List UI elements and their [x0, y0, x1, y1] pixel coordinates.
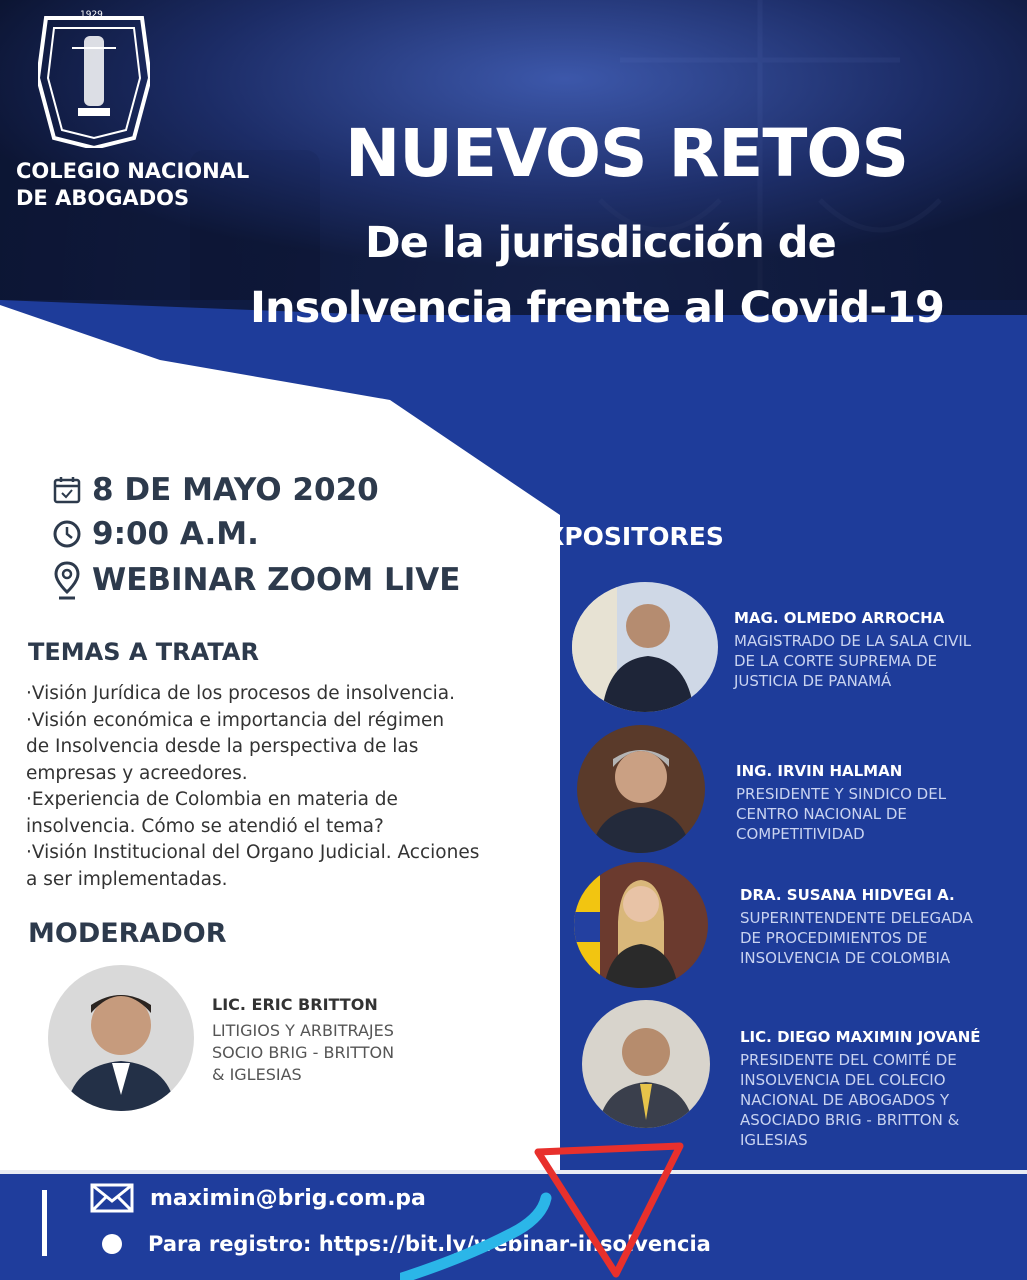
speaker-name: ING. IRVIN HALMAN	[736, 762, 903, 780]
speaker-info	[740, 1028, 981, 1150]
org-name-line2: DE ABOGADOS	[16, 186, 190, 210]
speaker-photo	[577, 725, 705, 853]
speaker-role-line: DE LA CORTE SUPREMA DE	[734, 652, 937, 670]
envelope-icon	[90, 1183, 134, 1213]
topic-line: de Insolvencia desde la perspectiva de las	[26, 736, 419, 757]
event-date-text: 8 DE MAYO 2020	[92, 472, 379, 508]
topics-heading: TEMAS A TRATAR	[28, 638, 259, 666]
topic-line: a ser implementadas.	[26, 868, 228, 890]
moderator-info	[212, 995, 394, 1086]
topic-line: empresas y acreedores.	[26, 762, 248, 784]
logo-seal	[38, 8, 150, 148]
calendar-icon	[52, 475, 82, 505]
speaker-info	[740, 886, 973, 968]
speaker-role-line: DE PROCEDIMIENTOS DE	[740, 929, 928, 947]
moderator-photo	[48, 965, 194, 1111]
speaker-role-line: INSOLVENCIA DEL COLECIO	[740, 1071, 946, 1089]
org-name-line1: COLEGIO NACIONAL	[16, 159, 250, 183]
topics-list	[26, 681, 526, 893]
event-location	[52, 560, 460, 600]
person-avatar-icon	[572, 582, 718, 712]
moderator-role-line: LITIGIOS Y ARBITRAJES	[212, 1021, 394, 1040]
moderator-heading: MODERADOR	[28, 918, 227, 949]
email-link[interactable]: maximin@brig.com.pa	[150, 1185, 426, 1211]
clock-icon	[52, 519, 82, 549]
subtitle-line1: De la jurisdicción de	[365, 218, 836, 268]
event-location-text: WEBINAR ZOOM LIVE	[92, 562, 461, 598]
speaker-role-line: IGLESIAS	[740, 1131, 808, 1149]
seal-year: 1929	[80, 10, 103, 20]
speaker-name: MAG. OLMEDO ARROCHA	[734, 609, 945, 627]
speaker-photo	[574, 862, 708, 988]
bullet-dot-icon	[102, 1234, 122, 1254]
speaker-role-line: SUPERINTENDENTE DELEGADA	[740, 909, 973, 927]
event-time	[52, 516, 259, 552]
topic-line: ·Visión Jurídica de los procesos de insolvencia.	[26, 683, 455, 704]
person-avatar-icon	[574, 862, 708, 988]
speaker-role-line: ASOCIADO BRIG - BRITTON &	[740, 1111, 960, 1129]
topic-line: ·Visión económica e importancia del régimen	[26, 709, 445, 731]
registration-link[interactable]: Para registro: https://bit.ly/webinar-insolvencia	[148, 1232, 711, 1256]
person-avatar-icon	[582, 1000, 710, 1128]
speaker-name: DRA. SUSANA HIDVEGI A.	[740, 886, 955, 904]
speaker-role-line: JUSTICIA DE PANAMÁ	[734, 672, 892, 690]
topic-line: ·Experiencia de Colombia en materia de	[26, 789, 398, 810]
speaker-role-line: COMPETITIVIDAD	[736, 825, 865, 843]
scales-of-justice-seal-icon	[38, 8, 150, 148]
moderator-name: LIC. ERIC BRITTON	[212, 995, 378, 1014]
person-avatar-icon	[48, 965, 194, 1111]
event-time-text: 9:00 A.M.	[92, 516, 259, 552]
speaker-name: LIC. DIEGO MAXIMIN JOVANÉ	[740, 1028, 981, 1046]
speaker-role-line: PRESIDENTE DEL COMITÉ DE	[740, 1051, 957, 1069]
cyan-stroke-annotation	[400, 1190, 560, 1280]
speakers-heading: EXPOSITORES	[528, 522, 724, 551]
speaker-role-line: PRESIDENTE Y SINDICO DEL	[736, 785, 947, 803]
org-name	[16, 158, 249, 212]
topic-line: insolvencia. Cómo se atendió el tema?	[26, 815, 384, 837]
moderator-role-line: & IGLESIAS	[212, 1065, 302, 1084]
email-row	[90, 1183, 426, 1213]
event-date	[52, 472, 379, 508]
location-pin-icon	[52, 560, 82, 600]
speaker-photo	[572, 582, 718, 712]
person-avatar-icon	[577, 725, 705, 853]
speaker-info	[734, 609, 971, 691]
topic-line: ·Visión Institucional del Organo Judicial. Acciones	[26, 842, 480, 863]
footer-divider	[42, 1190, 47, 1256]
speaker-role-line: NACIONAL DE ABOGADOS Y	[740, 1091, 950, 1109]
moderator-role-line: SOCIO BRIG - BRITTON	[212, 1043, 395, 1062]
page-title: NUEVOS RETOS	[345, 115, 909, 192]
speaker-role-line: INSOLVENCIA DE COLOMBIA	[740, 949, 951, 967]
subtitle-line2: Insolvencia frente al Covid-19	[250, 283, 944, 333]
speaker-photo	[582, 1000, 710, 1128]
speaker-role-line: MAGISTRADO DE LA SALA CIVIL	[734, 632, 972, 650]
speaker-role-line: CENTRO NACIONAL DE	[736, 805, 907, 823]
speaker-info	[736, 762, 946, 844]
